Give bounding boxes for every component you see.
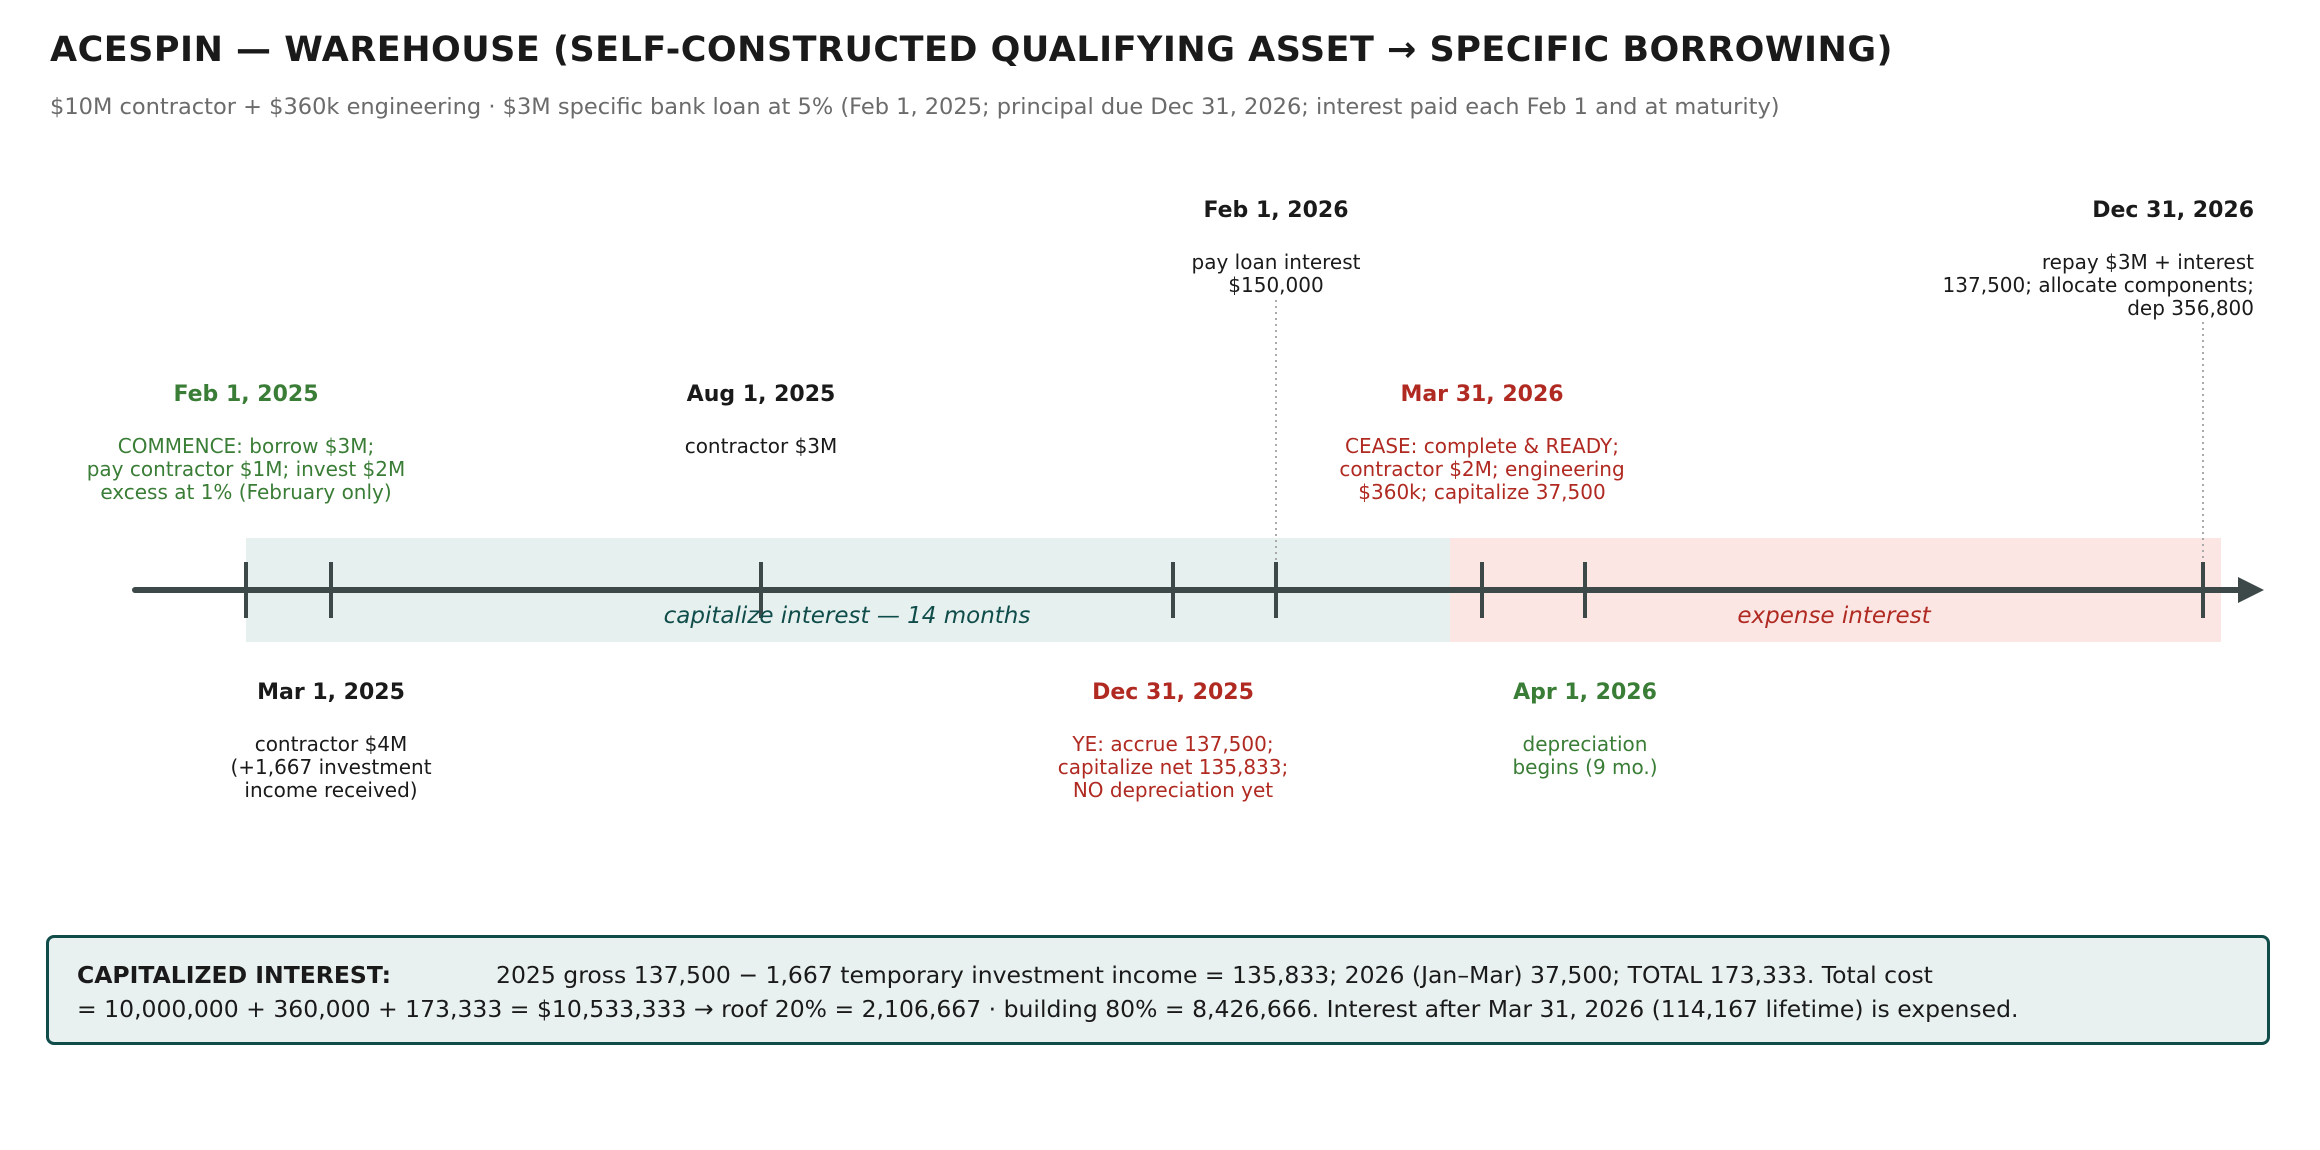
event-date: Dec 31, 2026 <box>2092 198 2254 223</box>
expense-band-label: expense interest <box>1737 603 1931 629</box>
event-apr-2026 <box>1512 680 1657 779</box>
capitalized-interest-summary <box>46 935 2270 1045</box>
event-date: Apr 1, 2026 <box>1513 680 1657 705</box>
event-date: Feb 1, 2026 <box>1203 198 1349 223</box>
event-dec-2026 <box>1943 198 2254 320</box>
capitalize-band-label: capitalize interest — 14 months <box>663 603 1031 629</box>
event-mar-2026 <box>1339 382 1624 504</box>
event-desc: contractor $4M (+1,667 investment income received) <box>230 732 432 802</box>
summary-line-1 <box>77 958 2239 992</box>
event-desc: YE: accrue 137,500; capitalize net 135,833; NO depreciation yet <box>1057 732 1289 802</box>
event-desc: CEASE: complete & READY; contractor $2M; engineering $360k; capitalize 37,500 <box>1339 434 1625 504</box>
event-desc: depreciation begins (9 mo.) <box>1512 732 1658 779</box>
page-subtitle: $10M contractor + $360k engineering · $3M specific bank loan at 5% (Feb 1, 2025; principal due Dec 31, 2026; interest paid each Feb 1 and at maturity) <box>50 94 1780 120</box>
event-date: Mar 1, 2025 <box>257 680 405 705</box>
event-date: Dec 31, 2025 <box>1092 680 1254 705</box>
event-desc: contractor $3M <box>684 434 838 458</box>
event-desc: COMMENCE: borrow $3M; pay contractor $1M; invest $2M excess at 1% (February only) <box>86 434 406 504</box>
event-date: Feb 1, 2025 <box>173 382 319 407</box>
timeline-arrow-icon <box>2238 577 2264 603</box>
event-date: Aug 1, 2025 <box>686 382 836 407</box>
event-feb-2026 <box>1192 198 1361 297</box>
event-desc: repay $3M + interest 137,500; allocate components; dep 356,800 <box>1942 250 2254 320</box>
event-dec-2025 <box>1058 680 1289 802</box>
event-feb-2025 <box>87 382 406 504</box>
event-aug-2025 <box>685 382 838 458</box>
event-date: Mar 31, 2026 <box>1400 382 1564 407</box>
page-title: ACESPIN — WAREHOUSE (SELF-CONSTRUCTED QUALIFYING ASSET → SPECIFIC BORROWING) <box>50 30 1894 70</box>
summary-label: CAPITALIZED INTEREST: <box>77 961 392 989</box>
summary-text-1: 2025 gross 137,500 − 1,667 temporary investment income = 135,833; 2026 (Jan–Mar) 37,500; TOTAL 173,333. Total cost <box>496 961 1933 989</box>
event-desc: pay loan interest $150,000 <box>1191 250 1361 297</box>
summary-line-2: = 10,000,000 + 360,000 + 173,333 = $10,533,333 → roof 20% = 2,106,667 · building 80% = 8,426,666. Interest after Mar 31, 2026 (114,167 lifetime) is expensed. <box>77 995 2019 1023</box>
event-mar-2025 <box>230 680 431 802</box>
